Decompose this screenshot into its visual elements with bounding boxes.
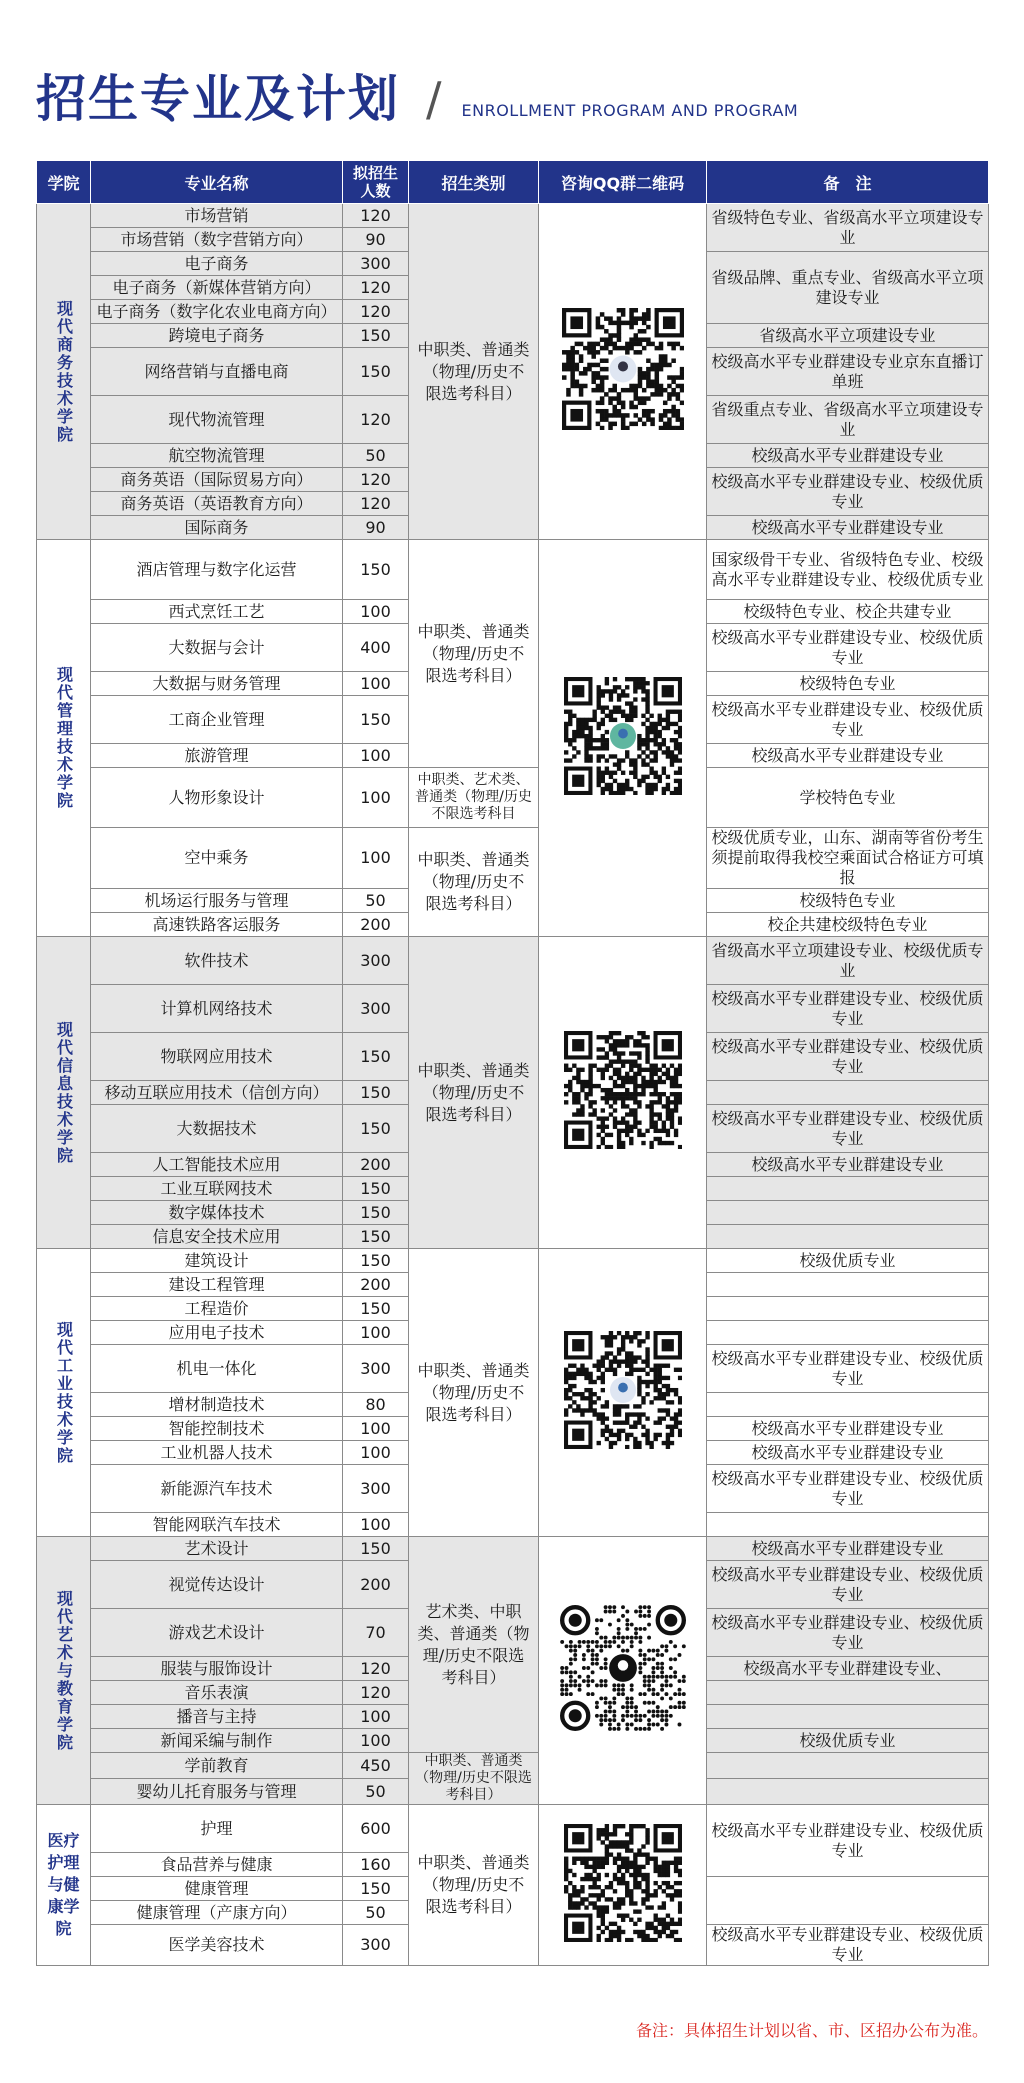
plan-count: 100 <box>343 1321 409 1345</box>
plan-count: 120 <box>343 396 409 444</box>
major-name: 工业互联网技术 <box>91 1177 343 1201</box>
plan-count: 200 <box>343 1273 409 1297</box>
major-name: 增材制造技术 <box>91 1393 343 1417</box>
remark: 学校特色专业 <box>707 768 989 828</box>
major-name: 市场营销（数字营销方向） <box>91 228 343 252</box>
plan-count: 100 <box>343 744 409 768</box>
qr-code <box>564 1031 682 1154</box>
remark: 校级优质专业，山东、湖南等省份考生须提前取得我校空乘面试合格证方可填报 <box>707 828 989 889</box>
remark <box>707 1753 989 1779</box>
remark: 校级高水平专业群建设专业、校级优质专业 <box>707 1609 989 1657</box>
title-cn: 招生专业及计划 <box>36 70 400 128</box>
table-row <box>37 540 989 600</box>
major-name: 大数据技术 <box>91 1105 343 1153</box>
plan-count: 120 <box>343 492 409 516</box>
major-name: 电子商务 <box>91 252 343 276</box>
plan-count: 300 <box>343 937 409 985</box>
college-name: 现代工业技术学院 <box>37 1249 91 1537</box>
remark: 校级高水平专业群建设专业 <box>707 1537 989 1561</box>
major-name: 人物形象设计 <box>91 768 343 828</box>
remark: 校级特色专业、校企共建专业 <box>707 600 989 624</box>
remark: 校级高水平专业群建设专业、校级优质专业 <box>707 624 989 672</box>
major-name: 移动互联应用技术（信创方向） <box>91 1081 343 1105</box>
major-name: 酒店管理与数字化运营 <box>91 540 343 600</box>
plan-count: 160 <box>343 1853 409 1877</box>
qq-qr-cell <box>539 540 707 937</box>
qq-group-qr-code-icon <box>564 1824 682 1942</box>
remark: 校级高水平专业群建设专业、校级优质专业 <box>707 1345 989 1393</box>
remark: 校级高水平专业群建设专业、校级优质专业 <box>707 1805 989 1877</box>
major-name: 智能网联汽车技术 <box>91 1513 343 1537</box>
remark: 校级高水平专业群建设专业、 <box>707 1657 989 1681</box>
remark: 校级特色专业 <box>707 889 989 913</box>
page-title <box>36 64 798 134</box>
remark: 校级高水平专业群建设专业 <box>707 1417 989 1441</box>
remark: 校级高水平专业群建设专业、校级优质专业 <box>707 1033 989 1081</box>
table-row <box>37 828 989 889</box>
remark <box>707 1877 989 1925</box>
table-row <box>37 1249 989 1273</box>
major-name: 应用电子技术 <box>91 1321 343 1345</box>
plan-count: 150 <box>343 696 409 744</box>
plan-count: 150 <box>343 1877 409 1901</box>
major-name: 信息安全技术应用 <box>91 1225 343 1249</box>
header-note: 备 注 <box>707 161 989 204</box>
remark <box>707 1513 989 1537</box>
plan-count: 200 <box>343 1153 409 1177</box>
major-name: 学前教育 <box>91 1753 343 1779</box>
remark: 省级高水平立项建设专业 <box>707 324 989 348</box>
title-en: ENROLLMENT PROGRAM AND PROGRAM <box>461 100 799 120</box>
remark: 省级重点专业、省级高水平立项建设专业 <box>707 396 989 444</box>
enrollment-category: 中职类、普通类（物理/历史不限选考科目） <box>409 1249 539 1537</box>
qq-qr-cell <box>539 937 707 1249</box>
remark <box>707 1393 989 1417</box>
plan-count: 90 <box>343 228 409 252</box>
table-row <box>37 937 989 985</box>
remark: 校级高水平专业群建设专业京东直播订单班 <box>707 348 989 396</box>
header-major: 专业名称 <box>91 161 343 204</box>
plan-count: 90 <box>343 516 409 540</box>
college-name: 医疗护理与健康学院 <box>37 1805 91 1966</box>
major-name: 工商企业管理 <box>91 696 343 744</box>
remark: 校级高水平专业群建设专业、校级优质专业 <box>707 1105 989 1153</box>
major-name: 音乐表演 <box>91 1681 343 1705</box>
college-name: 现代管理技术学院 <box>37 540 91 937</box>
enrollment-table <box>36 160 989 1966</box>
major-name: 服装与服饰设计 <box>91 1657 343 1681</box>
table-row <box>37 1753 989 1779</box>
enrollment-category: 中职类、普通类（物理/历史不限选考科目） <box>409 937 539 1249</box>
major-name: 现代物流管理 <box>91 396 343 444</box>
remark <box>707 1177 989 1201</box>
major-name: 旅游管理 <box>91 744 343 768</box>
plan-count: 50 <box>343 1901 409 1925</box>
major-name: 建筑设计 <box>91 1249 343 1273</box>
major-name: 物联网应用技术 <box>91 1033 343 1081</box>
plan-count: 100 <box>343 600 409 624</box>
major-name: 护理 <box>91 1805 343 1853</box>
enrollment-category: 中职类、普通类（物理/历史不限选考科目） <box>409 204 539 540</box>
remark: 校级高水平专业群建设专业、校级优质专业 <box>707 1561 989 1609</box>
plan-count: 80 <box>343 1393 409 1417</box>
enrollment-category: 中职类、普通类（物理/历史不限选考科目） <box>409 1753 539 1805</box>
qr-code <box>564 677 682 800</box>
qr-code <box>564 1824 682 1947</box>
plan-count: 150 <box>343 1225 409 1249</box>
major-name: 商务英语（英语教育方向） <box>91 492 343 516</box>
major-name: 游戏艺术设计 <box>91 1609 343 1657</box>
major-name: 电子商务（新媒体营销方向） <box>91 276 343 300</box>
plan-count: 150 <box>343 1201 409 1225</box>
plan-count: 600 <box>343 1805 409 1853</box>
qq-group-qr-code-icon <box>564 1331 682 1449</box>
major-name: 新闻采编与制作 <box>91 1729 343 1753</box>
plan-count: 100 <box>343 768 409 828</box>
major-name: 跨境电子商务 <box>91 324 343 348</box>
plan-count: 70 <box>343 1609 409 1657</box>
plan-count: 200 <box>343 913 409 937</box>
plan-count: 150 <box>343 348 409 396</box>
plan-count: 100 <box>343 1513 409 1537</box>
major-name: 健康管理（产康方向） <box>91 1901 343 1925</box>
header-qq: 咨询QQ群二维码 <box>539 161 707 204</box>
enrollment-category: 中职类、艺术类、普通类（物理/历史不限选考科目 <box>409 768 539 828</box>
major-name: 建设工程管理 <box>91 1273 343 1297</box>
qq-qr-cell <box>539 204 707 540</box>
header-plan-line1: 拟招生 <box>352 164 398 182</box>
major-name: 商务英语（国际贸易方向） <box>91 468 343 492</box>
remark: 校级高水平专业群建设专业、校级优质专业 <box>707 696 989 744</box>
remark <box>707 1081 989 1105</box>
major-name: 机场运行服务与管理 <box>91 889 343 913</box>
major-name: 播音与主持 <box>91 1705 343 1729</box>
qq-qr-cell <box>539 1805 707 1966</box>
major-name: 高速铁路客运服务 <box>91 913 343 937</box>
college-name: 现代艺术与教育学院 <box>37 1537 91 1805</box>
remark <box>707 1225 989 1249</box>
major-name: 机电一体化 <box>91 1345 343 1393</box>
remark: 校级高水平专业群建设专业 <box>707 516 989 540</box>
remark <box>707 1201 989 1225</box>
plan-count: 150 <box>343 1537 409 1561</box>
table-row <box>37 1537 989 1561</box>
qq-group-qr-code-icon <box>564 677 682 795</box>
major-name: 软件技术 <box>91 937 343 985</box>
plan-count: 150 <box>343 1177 409 1201</box>
major-name: 航空物流管理 <box>91 444 343 468</box>
plan-count: 150 <box>343 1105 409 1153</box>
plan-count: 300 <box>343 1925 409 1966</box>
major-name: 空中乘务 <box>91 828 343 889</box>
remark: 校级优质专业 <box>707 1249 989 1273</box>
remark: 校级高水平专业群建设专业 <box>707 1153 989 1177</box>
enrollment-category: 艺术类、中职类、普通类（物理/历史不限选考科目） <box>409 1537 539 1753</box>
remark: 省级高水平立项建设专业、校级优质专业 <box>707 937 989 985</box>
major-name: 国际商务 <box>91 516 343 540</box>
plan-count: 450 <box>343 1753 409 1779</box>
remark <box>707 1321 989 1345</box>
remark: 校级高水平专业群建设专业 <box>707 744 989 768</box>
plan-count: 120 <box>343 276 409 300</box>
major-name: 人工智能技术应用 <box>91 1153 343 1177</box>
plan-count: 120 <box>343 204 409 228</box>
major-name: 艺术设计 <box>91 1537 343 1561</box>
plan-count: 100 <box>343 1417 409 1441</box>
remark: 校级高水平专业群建设专业 <box>707 444 989 468</box>
enrollment-category: 中职类、普通类（物理/历史不限选考科目） <box>409 828 539 937</box>
college-name: 现代商务技术学院 <box>37 204 91 540</box>
major-name: 网络营销与直播电商 <box>91 348 343 396</box>
header-plan-line2: 人数 <box>360 182 391 200</box>
plan-count: 150 <box>343 1033 409 1081</box>
major-name: 智能控制技术 <box>91 1417 343 1441</box>
plan-count: 150 <box>343 324 409 348</box>
remark: 校级高水平专业群建设专业、校级优质专业 <box>707 1465 989 1513</box>
footnote: 备注：具体招生计划以省、市、区招办公布为准。 <box>635 2021 988 2040</box>
remark: 省级特色专业、省级高水平立项建设专业 <box>707 204 989 252</box>
table-row <box>37 1805 989 1853</box>
qq-qr-cell <box>539 1249 707 1537</box>
major-name: 大数据与财务管理 <box>91 672 343 696</box>
qr-code <box>560 1605 686 1736</box>
plan-count: 300 <box>343 1465 409 1513</box>
remark: 校级高水平专业群建设专业、校级优质专业 <box>707 1925 989 1966</box>
plan-count: 100 <box>343 672 409 696</box>
plan-count: 100 <box>343 1705 409 1729</box>
remark: 校级优质专业 <box>707 1729 989 1753</box>
plan-count: 300 <box>343 1345 409 1393</box>
major-name: 婴幼儿托育服务与管理 <box>91 1779 343 1805</box>
major-name: 健康管理 <box>91 1877 343 1901</box>
table-header-row <box>37 161 989 204</box>
qr-code <box>562 308 684 435</box>
plan-count: 300 <box>343 252 409 276</box>
major-name: 数字媒体技术 <box>91 1201 343 1225</box>
plan-count: 120 <box>343 1657 409 1681</box>
major-name: 市场营销 <box>91 204 343 228</box>
remark: 国家级骨干专业、省级特色专业、校级高水平专业群建设专业、校级优质专业 <box>707 540 989 600</box>
major-name: 电子商务（数字化农业电商方向） <box>91 300 343 324</box>
remark: 校级高水平专业群建设专业 <box>707 1441 989 1465</box>
remark <box>707 1297 989 1321</box>
remark: 省级品牌、重点专业、省级高水平立项建设专业 <box>707 252 989 324</box>
qq-group-qr-code-icon <box>560 1605 686 1731</box>
header-college: 学院 <box>37 161 91 204</box>
plan-count: 120 <box>343 300 409 324</box>
major-name: 视觉传达设计 <box>91 1561 343 1609</box>
table-row <box>37 768 989 828</box>
major-name: 西式烹饪工艺 <box>91 600 343 624</box>
major-name: 医学美容技术 <box>91 1925 343 1966</box>
plan-count: 50 <box>343 1779 409 1805</box>
plan-count: 50 <box>343 444 409 468</box>
table-row <box>37 204 989 228</box>
enrollment-category: 中职类、普通类（物理/历史不限选考科目） <box>409 1805 539 1966</box>
major-name: 工程造价 <box>91 1297 343 1321</box>
plan-count: 100 <box>343 828 409 889</box>
plan-count: 50 <box>343 889 409 913</box>
remark: 校企共建校级特色专业 <box>707 913 989 937</box>
enrollment-category: 中职类、普通类（物理/历史不限选考科目） <box>409 540 539 768</box>
qr-code <box>564 1331 682 1454</box>
plan-count: 150 <box>343 1249 409 1273</box>
header-category: 招生类别 <box>409 161 539 204</box>
remark: 校级高水平专业群建设专业、校级优质专业 <box>707 468 989 516</box>
plan-count: 100 <box>343 1441 409 1465</box>
qq-qr-cell <box>539 1537 707 1805</box>
college-name: 现代信息技术学院 <box>37 937 91 1249</box>
remark <box>707 1681 989 1705</box>
major-name: 新能源汽车技术 <box>91 1465 343 1513</box>
plan-count: 150 <box>343 1297 409 1321</box>
remark: 校级特色专业 <box>707 672 989 696</box>
remark <box>707 1779 989 1805</box>
major-name: 食品营养与健康 <box>91 1853 343 1877</box>
plan-count: 150 <box>343 1081 409 1105</box>
plan-count: 100 <box>343 1729 409 1753</box>
major-name: 大数据与会计 <box>91 624 343 672</box>
plan-count: 120 <box>343 1681 409 1705</box>
remark: 校级高水平专业群建设专业、校级优质专业 <box>707 985 989 1033</box>
header-plan <box>343 161 409 204</box>
remark <box>707 1273 989 1297</box>
major-name: 计算机网络技术 <box>91 985 343 1033</box>
table-body <box>37 204 989 1966</box>
plan-count: 300 <box>343 985 409 1033</box>
plan-count: 400 <box>343 624 409 672</box>
qq-group-qr-code-icon <box>562 308 684 430</box>
plan-count: 150 <box>343 540 409 600</box>
qq-group-qr-code-icon <box>564 1031 682 1149</box>
remark <box>707 1705 989 1729</box>
title-slash: / <box>426 72 442 126</box>
plan-count: 200 <box>343 1561 409 1609</box>
plan-count: 120 <box>343 468 409 492</box>
major-name: 工业机器人技术 <box>91 1441 343 1465</box>
